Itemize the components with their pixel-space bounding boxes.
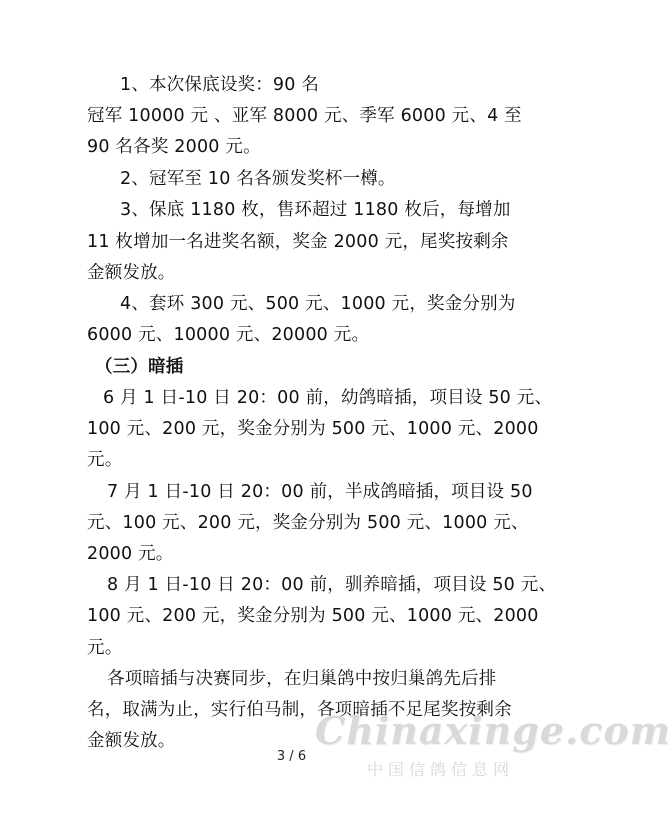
- text-line: 6 月 1 日-10 日 20：00 前，幼鸽暗插，项目设 50 元、: [103, 388, 553, 408]
- page-number: 3 / 6: [276, 749, 307, 764]
- text-line: 2、冠军至 10 名各颁发奖杯一樽。: [120, 169, 396, 189]
- text-line: 3、保底 1180 枚，售环超过 1180 枚后，每增加: [120, 200, 511, 220]
- text-line: 元。: [87, 450, 123, 470]
- text-line: 各项暗插与决赛同步，在归巢鸽中按归巢鸽先后排: [107, 669, 497, 689]
- text-line: 100 元、200 元，奖金分别为 500 元、1000 元、2000: [87, 419, 539, 439]
- section-heading: （三）暗插: [95, 357, 184, 377]
- text-line: 7 月 1 日-10 日 20：00 前，半成鸽暗插，项目设 50: [107, 482, 533, 502]
- watermark-subtitle: 中国信鸽信息网: [367, 760, 515, 779]
- text-line: 2000 元。: [87, 544, 174, 564]
- text-line: 名，取满为止，实行伯马制，各项暗插不足尾奖按剩余: [87, 700, 512, 720]
- text-line: 1、本次保底设奖：90 名: [120, 75, 320, 95]
- text-line: 11 枚增加一名进奖名额，奖金 2000 元，尾奖按剩余: [87, 232, 509, 252]
- text-line: 6000 元、10000 元、20000 元。: [87, 325, 370, 345]
- text-line: 90 名各奖 2000 元。: [87, 137, 261, 157]
- watermark-logo: Chinaxinge.com: [315, 708, 671, 753]
- text-line: 元、100 元、200 元，奖金分别为 500 元、1000 元、: [87, 513, 529, 533]
- text-line: 冠军 10000 元 、亚军 8000 元、季军 6000 元、4 至: [87, 106, 522, 126]
- text-line: 100 元、200 元，奖金分别为 500 元、1000 元、2000: [87, 606, 539, 626]
- text-line: 元。: [87, 638, 123, 658]
- text-line: 8 月 1 日-10 日 20：00 前，驯养暗插，项目设 50 元、: [107, 575, 557, 595]
- text-line: 金额发放。: [87, 263, 176, 283]
- text-line: 金额发放。: [87, 731, 176, 751]
- text-line: 4、套环 300 元、500 元、1000 元，奖金分别为: [120, 294, 516, 314]
